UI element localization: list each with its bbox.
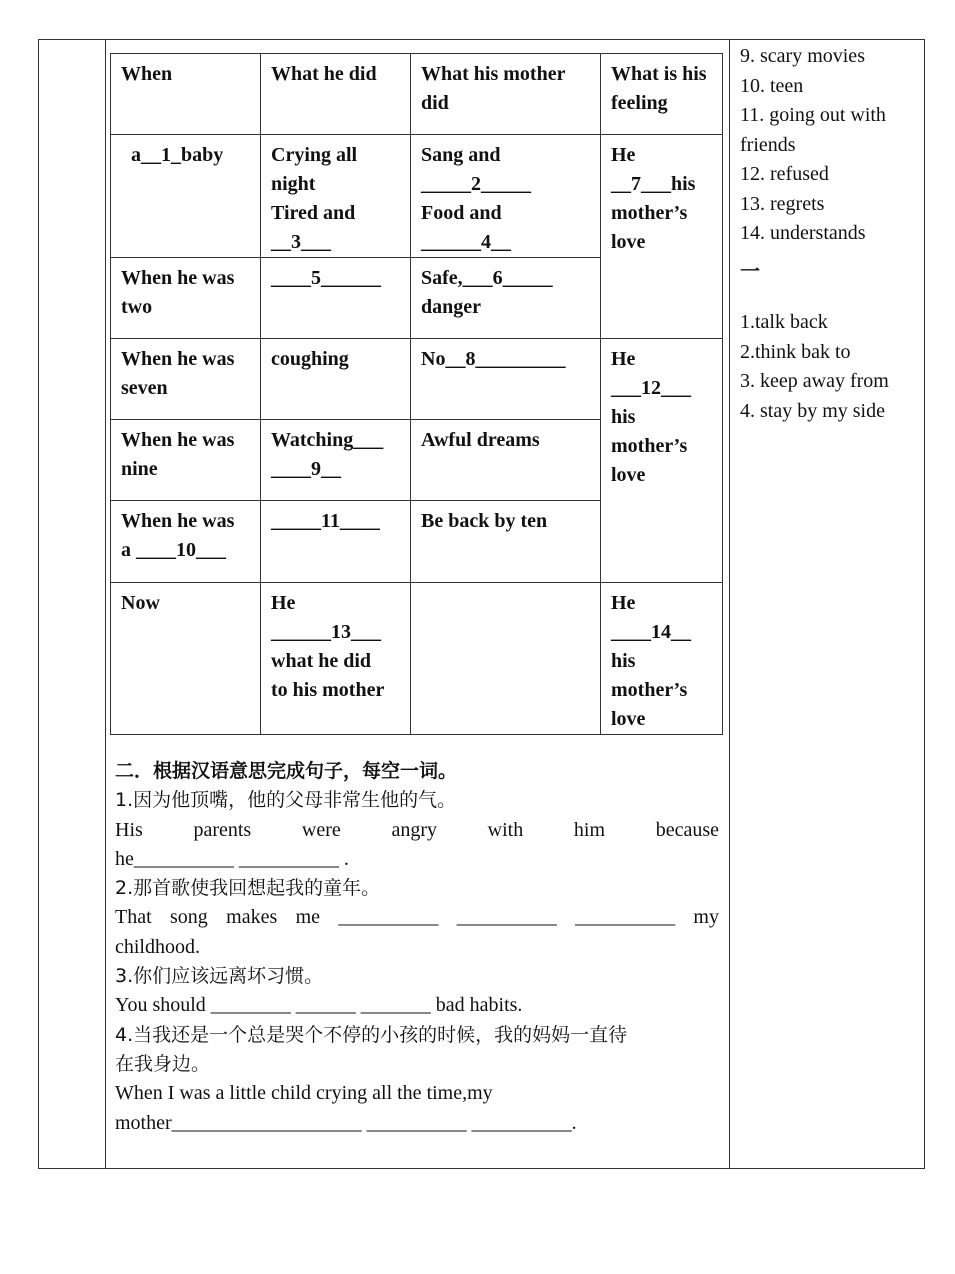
section-heading: 二．根据汉语意思完成句子，每空一词。 [115, 760, 458, 782]
outer-frame-divider-1 [105, 39, 106, 1169]
outer-frame-top [38, 39, 925, 40]
cell-he-did: ____5______ [261, 258, 411, 339]
question-english: That song makes me __________ __________ __________ my [115, 906, 719, 929]
answer-item: 14. understands [740, 222, 866, 244]
cell-mother-did: Awful dreams [411, 420, 601, 501]
question-english: he__________ __________ . [115, 847, 349, 870]
header-feeling: What is his feeling [601, 54, 723, 135]
cell-mother-did-empty [411, 583, 601, 735]
header-what-mother-did: What his mother did [411, 54, 601, 135]
outer-frame-right [924, 39, 925, 1169]
answer-item: 2.think bak to [740, 340, 851, 363]
answer-item: 11. going out with [740, 104, 886, 126]
section-mark: 一 [740, 258, 760, 283]
sentence-completion-section [115, 757, 719, 1138]
header-what-he-did: What he did [261, 54, 411, 135]
question-chinese: 在我身边。 [115, 1052, 211, 1075]
header-when: When [111, 54, 261, 135]
question-chinese: 4.当我还是一个总是哭个不停的小孩的时候，我的妈妈一直待 [115, 1023, 628, 1046]
answer-item: 12. refused [740, 163, 829, 185]
question-english: You should ________ ______ _______ bad habits. [115, 994, 523, 1017]
answer-item: 4. stay by my side [740, 399, 885, 422]
cell-mother-did: Be back by ten [411, 501, 601, 583]
answer-item: 9. scary movies [740, 45, 865, 67]
question-english: childhood. [115, 935, 200, 958]
cell-when: When he was nine [111, 420, 261, 501]
answer-column [740, 42, 889, 426]
cell-feeling: He ____14__ his mother’s love [601, 583, 723, 735]
cell-mother-did: Safe,___6_____ danger [411, 258, 601, 339]
table-header-row [111, 54, 723, 135]
answer-item: 3. keep away from [740, 370, 889, 392]
cell-when: Now [111, 583, 261, 735]
cell-when: When he was a ____10___ [111, 501, 261, 583]
cell-he-did: Watching___ ____9__ [261, 420, 411, 501]
cell-when: When he was two [111, 258, 261, 339]
table-row [111, 583, 723, 735]
cell-mother-did: Sang and _____2_____ Food and ______4__ [411, 135, 601, 258]
cell-feeling: He __7___his mother’s love [601, 135, 723, 339]
cell-mother-did: No__8_________ [411, 339, 601, 420]
cell-he-did: coughing [261, 339, 411, 420]
answer-item: 10. teen [740, 74, 804, 97]
outer-frame-divider-2 [729, 39, 730, 1169]
cell-when: When he was seven [111, 339, 261, 420]
answer-item: friends [740, 133, 796, 156]
cell-feeling: He ___12___ his mother’s love [601, 339, 723, 583]
cell-he-did: He ______13___ what he did to his mother [261, 583, 411, 735]
question-english: mother___________________ __________ __________. [115, 1111, 577, 1134]
outer-frame-bottom [38, 1168, 925, 1169]
answer-item: 1.talk back [740, 311, 828, 333]
cell-he-did: _____11____ [261, 501, 411, 583]
question-chinese: 1.因为他顶嘴，他的父母非常生他的气。 [115, 789, 457, 812]
answer-item: 13. regrets [740, 192, 825, 215]
outer-frame-left [38, 39, 39, 1169]
worksheet-table [110, 53, 723, 735]
table-row [111, 135, 723, 258]
cell-he-did: Crying all night Tired and __3___ [261, 135, 411, 258]
question-chinese: 3.你们应该远离坏习惯。 [115, 965, 324, 988]
question-english: His parents were angry with him because [115, 818, 719, 841]
table-row [111, 339, 723, 420]
question-english: When I was a little child crying all the time,my [115, 1082, 493, 1105]
question-chinese: 2.那首歌使我回想起我的童年。 [115, 877, 381, 900]
cell-when: a__1_baby [111, 135, 261, 258]
